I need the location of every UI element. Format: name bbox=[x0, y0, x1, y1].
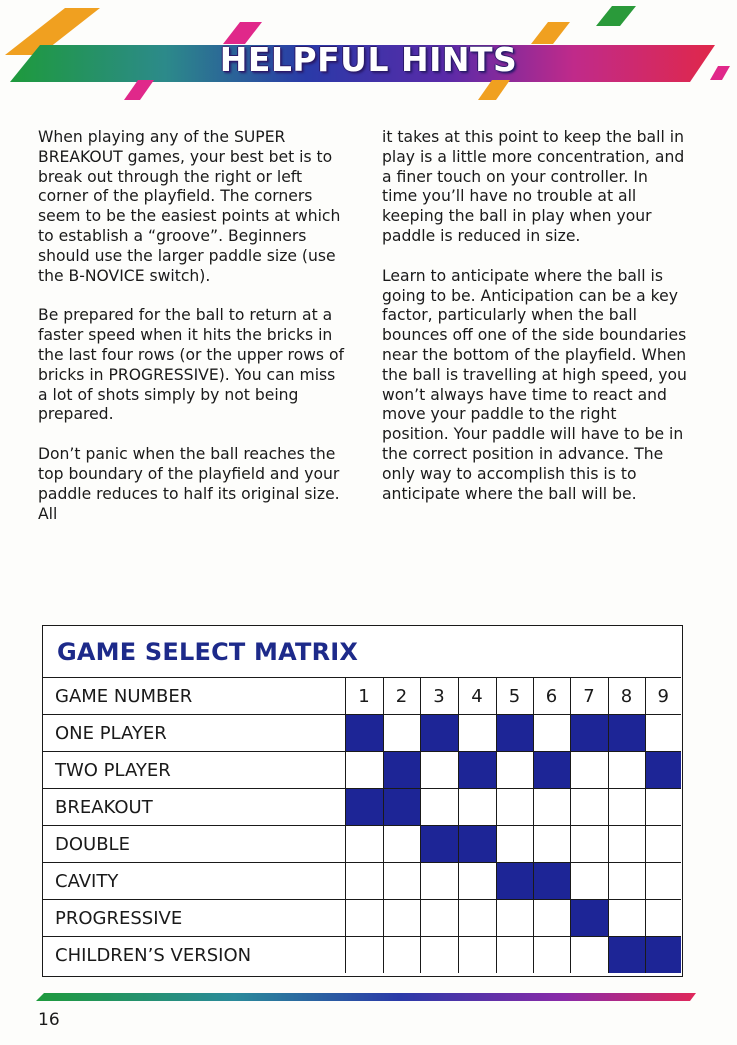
matrix-cell-empty bbox=[383, 715, 420, 752]
matrix-cell-empty bbox=[608, 789, 645, 826]
matrix-cell-empty bbox=[383, 826, 420, 863]
matrix-cell-empty bbox=[533, 900, 570, 937]
game-number-cell: 6 bbox=[533, 678, 570, 715]
game-number-cell: 3 bbox=[420, 678, 458, 715]
footer-rainbow-bar bbox=[0, 990, 737, 1004]
game-number-cell: 7 bbox=[570, 678, 608, 715]
matrix-cell-empty bbox=[496, 900, 533, 937]
matrix-cell-empty bbox=[458, 900, 496, 937]
matrix-cell-filled bbox=[645, 752, 681, 789]
matrix-cell-empty bbox=[496, 826, 533, 863]
table-row bbox=[43, 863, 681, 900]
matrix-cell-filled bbox=[570, 715, 608, 752]
matrix-cell-empty bbox=[645, 789, 681, 826]
matrix-cell-empty bbox=[533, 715, 570, 752]
matrix-cell-empty bbox=[458, 937, 496, 974]
matrix-cell-empty bbox=[533, 789, 570, 826]
paragraph: Be prepared for the ball to return at a faster speed when it hits the bricks in the last four rows (or the upper rows of bricks in PROGRESSIVE). You can miss a lot of shots simply by not being prepared. bbox=[38, 306, 345, 424]
row-label: CAVITY bbox=[43, 863, 345, 900]
game-number-cell: 2 bbox=[383, 678, 420, 715]
right-column bbox=[382, 128, 687, 524]
matrix-cell-filled bbox=[570, 900, 608, 937]
paragraph: Don’t panic when the ball reaches the top boundary of the playfield and your paddle reduces to half its original size. All bbox=[38, 445, 340, 523]
matrix-cell-empty bbox=[496, 937, 533, 974]
row-label: ONE PLAYER bbox=[43, 715, 345, 752]
matrix-cell-empty bbox=[608, 863, 645, 900]
matrix-cell-filled bbox=[496, 715, 533, 752]
matrix-cell-filled bbox=[608, 715, 645, 752]
matrix-cell-filled bbox=[458, 826, 496, 863]
table-row bbox=[43, 789, 681, 826]
row-label: GAME NUMBER bbox=[43, 678, 345, 715]
matrix-cell-empty bbox=[345, 937, 383, 974]
matrix-cell-empty bbox=[645, 900, 681, 937]
matrix-cell-filled bbox=[608, 937, 645, 974]
page-title: HELPFUL HINTS bbox=[219, 40, 518, 79]
matrix-cell-filled bbox=[533, 752, 570, 789]
matrix-cell-empty bbox=[458, 789, 496, 826]
matrix-cell-empty bbox=[383, 937, 420, 974]
table-row bbox=[43, 937, 681, 974]
matrix-cell-empty bbox=[420, 937, 458, 974]
matrix-cell-empty bbox=[420, 752, 458, 789]
matrix-cell-empty bbox=[383, 863, 420, 900]
orange-stripe bbox=[478, 80, 510, 100]
matrix-cell-empty bbox=[533, 826, 570, 863]
game-number-cell: 4 bbox=[458, 678, 496, 715]
paragraph: When playing any of the SUPER BREAKOUT games, your best bet is to break out through the right or left corner of the playfield. The corners seem to be the easiest points at which to establish a “groove”. Beginners should use the larger paddle size (use the B-NOVICE switch). bbox=[38, 128, 341, 285]
matrix-cell-empty bbox=[608, 826, 645, 863]
game-number-cell: 8 bbox=[608, 678, 645, 715]
matrix-cell-empty bbox=[570, 826, 608, 863]
matrix-cell-empty bbox=[533, 937, 570, 974]
matrix-cell-empty bbox=[496, 752, 533, 789]
row-label: PROGRESSIVE bbox=[43, 900, 345, 937]
left-column bbox=[38, 128, 348, 544]
matrix-cell-empty bbox=[345, 826, 383, 863]
matrix-cell-empty bbox=[496, 789, 533, 826]
matrix-cell-empty bbox=[345, 863, 383, 900]
matrix-cell-filled bbox=[458, 752, 496, 789]
matrix-cell-filled bbox=[420, 826, 458, 863]
row-label: TWO PLAYER bbox=[43, 752, 345, 789]
matrix-cell-filled bbox=[345, 789, 383, 826]
game-number-cell: 1 bbox=[345, 678, 383, 715]
matrix-cell-empty bbox=[420, 789, 458, 826]
green-stripe bbox=[596, 6, 636, 26]
game-select-matrix bbox=[42, 625, 683, 977]
matrix-cell-filled bbox=[345, 715, 383, 752]
matrix-cell-empty bbox=[570, 789, 608, 826]
table-row bbox=[43, 826, 681, 863]
table-row bbox=[43, 752, 681, 789]
matrix-header-row bbox=[43, 678, 681, 715]
matrix-cell-empty bbox=[383, 900, 420, 937]
matrix-title: GAME SELECT MATRIX bbox=[57, 638, 359, 666]
row-label: CHILDREN’S VERSION bbox=[43, 937, 345, 974]
matrix-cell-filled bbox=[420, 715, 458, 752]
game-number-cell: 5 bbox=[496, 678, 533, 715]
row-label: BREAKOUT bbox=[43, 789, 345, 826]
matrix-cell-empty bbox=[345, 752, 383, 789]
matrix-cell-empty bbox=[645, 863, 681, 900]
matrix-cell-filled bbox=[383, 789, 420, 826]
row-label: DOUBLE bbox=[43, 826, 345, 863]
game-number-cell: 9 bbox=[645, 678, 681, 715]
matrix-cell-empty bbox=[570, 752, 608, 789]
matrix-cell-filled bbox=[383, 752, 420, 789]
table-row bbox=[43, 715, 681, 752]
matrix-cell-empty bbox=[645, 826, 681, 863]
matrix-cell-empty bbox=[458, 715, 496, 752]
pink-stripe bbox=[124, 80, 154, 100]
matrix-cell-empty bbox=[608, 752, 645, 789]
matrix-cell-empty bbox=[420, 900, 458, 937]
matrix-cell-empty bbox=[570, 863, 608, 900]
matrix-cell-empty bbox=[458, 863, 496, 900]
table-row bbox=[43, 900, 681, 937]
paragraph: Learn to anticipate where the ball is going to be. Anticipation can be a key factor, particularly when the ball bounces off one of the side boundaries near the bottom of the playfield. When the ball is travelling at high speed, you won’t always have time to react and move your paddle to the right position. Your paddle will have to be in the correct position in advance. The only way to accomplish this is to anticipate where the ball will be. bbox=[382, 266, 687, 503]
matrix-cell-empty bbox=[570, 937, 608, 974]
matrix-cell-empty bbox=[608, 900, 645, 937]
matrix-cell-filled bbox=[645, 937, 681, 974]
page-number: 16 bbox=[38, 1010, 60, 1030]
paragraph: it takes at this point to keep the ball in play is a little more concentration, and a finer touch on your controller. In time you’ll have no trouble at all keeping the ball in play when your paddle is reduced in size. bbox=[382, 128, 685, 245]
matrix-cell-filled bbox=[533, 863, 570, 900]
matrix-cell-filled bbox=[496, 863, 533, 900]
matrix-cell-empty bbox=[645, 715, 681, 752]
matrix-table bbox=[43, 677, 681, 973]
matrix-cell-empty bbox=[345, 900, 383, 937]
matrix-cell-empty bbox=[420, 863, 458, 900]
